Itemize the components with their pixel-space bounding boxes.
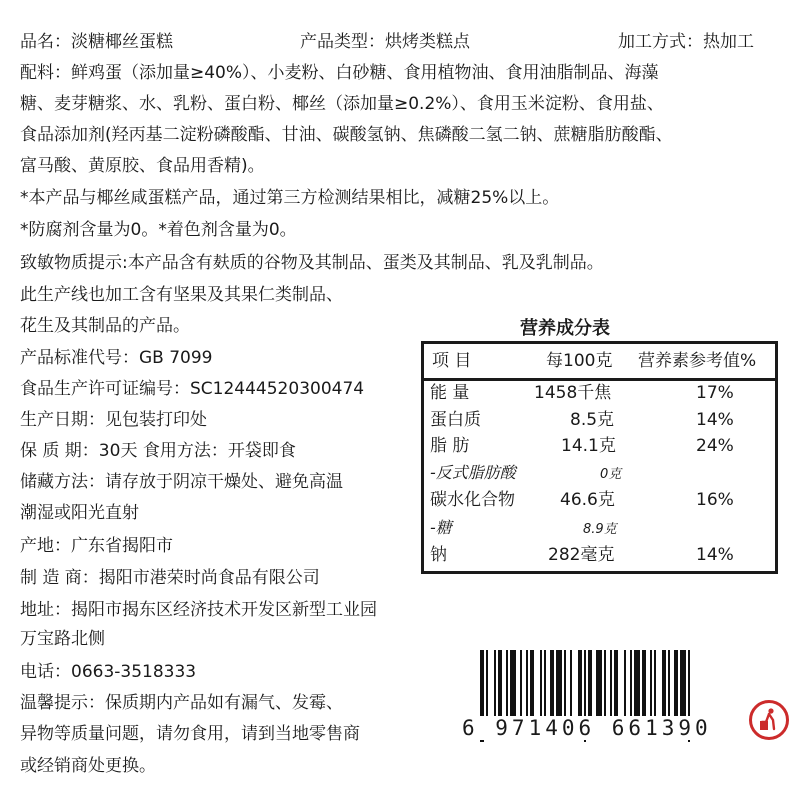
tip-line-2: 异物等质量问题，请勿食用，请到当地零售商 xyxy=(20,724,360,744)
barcode-bar xyxy=(520,650,522,716)
barcode-bar xyxy=(650,650,652,716)
barcode-bar xyxy=(624,650,626,716)
ingredients-line-4: 富马酸、黄原胶、食品用香精)。 xyxy=(20,156,265,176)
barcode-bar xyxy=(498,650,502,716)
barcode-bar xyxy=(526,650,528,716)
address-line-1: 地址：揭阳市揭东区经济技术开发区新型工业园 xyxy=(20,600,377,620)
ingredients-line-3: 食品添加剂(羟丙基二淀粉磷酸酯、甘油、碳酸氢钠、焦磷酸二氢二钠、蔗糖脂肪酸酯、 xyxy=(20,125,673,145)
row-trans-fat-value: 0克 xyxy=(600,467,622,482)
row-carbohydrate-value: 46.6克 xyxy=(560,490,615,510)
barcode-number: 6 971406 661390 xyxy=(462,716,712,740)
storage-line-1: 储藏方法：请存放于阴凉干燥处、避免高温 xyxy=(20,472,343,492)
nutrition-table-title: 营养成分表 xyxy=(520,318,610,339)
nutrition-table xyxy=(421,341,778,574)
ingredients-line-2: 糖、麦芽糖浆、水、乳粉、蛋白粉、椰丝（添加量≥0.2%）、食用玉米淀粉、食用盐、 xyxy=(20,94,664,114)
row-fat-nrv: 24% xyxy=(696,436,734,456)
production-date: 生产日期：见包装打印处 xyxy=(20,410,207,430)
barcode-bar xyxy=(654,650,656,716)
standard-code: 产品标准代号：GB 7099 xyxy=(20,348,213,368)
address-line-2: 万宝路北侧 xyxy=(20,629,105,649)
ingredients-line-1: 配料：鲜鸡蛋（添加量≥40%）、小麦粉、白砂糖、食用植物油、食用油脂制品、海藻 xyxy=(20,63,659,83)
row-protein-value: 8.5克 xyxy=(570,410,615,430)
row-protein-item: 蛋白质 xyxy=(430,410,481,430)
row-sodium-item: 钠 xyxy=(430,545,447,565)
barcode-bar xyxy=(578,650,582,716)
header-item: 项 目 xyxy=(432,351,472,371)
trash-bin-recycle-icon xyxy=(749,700,789,740)
tip-line-1: 温馨提示：保质期内产品如有漏气、发霉、 xyxy=(20,693,343,713)
row-energy-item: 能 量 xyxy=(430,383,470,403)
storage-line-2: 潮湿或阳光直射 xyxy=(20,503,139,523)
barcode-bar xyxy=(494,650,496,716)
tip-line-3: 或经销商处更换。 xyxy=(20,756,156,776)
barcode-bar xyxy=(610,650,612,716)
row-carbohydrate-nrv: 16% xyxy=(696,490,734,510)
barcode-bar xyxy=(634,650,640,716)
row-carbohydrate-item: 碳水化合物 xyxy=(430,490,515,510)
barcode-bar xyxy=(604,650,606,716)
phone: 电话：0663-3518333 xyxy=(20,662,197,682)
manufacturer: 制 造 商：揭阳市港荣时尚食品有限公司 xyxy=(20,568,320,588)
barcode-bar xyxy=(530,650,534,716)
row-protein-nrv: 14% xyxy=(696,410,734,430)
barcode-bar xyxy=(668,650,670,716)
row-energy-value: 1458千焦 xyxy=(534,383,612,403)
header-nrv: 营养素参考值% xyxy=(638,351,757,371)
row-trans-fat-item: -反式脂肪酸 xyxy=(430,463,516,482)
nutrition-table-header xyxy=(424,344,775,381)
product-type: 产品类型：烘烤类糕点 xyxy=(300,32,470,52)
row-sugar-item: -糖 xyxy=(430,518,452,537)
preservative-note: *防腐剂含量为0。*着色剂含量为0。 xyxy=(20,220,297,240)
shelf-life: 保 质 期：30天 食用方法：开袋即食 xyxy=(20,441,296,461)
row-fat-value: 14.1克 xyxy=(561,436,616,456)
barcode-bar xyxy=(510,650,516,716)
license-number: 食品生产许可证编号：SC12444520300474 xyxy=(20,379,365,399)
barcode-bar xyxy=(614,650,618,716)
barcode-bar xyxy=(570,650,572,716)
barcode-bar xyxy=(680,650,686,716)
production-line-note-2: 花生及其制品的产品。 xyxy=(20,316,190,336)
barcode-bar xyxy=(486,650,488,716)
sugar-reduction-note: *本产品与椰丝咸蛋糕产品，通过第三方检测结果相比，减糖25%以上。 xyxy=(20,188,560,208)
row-sodium-nrv: 14% xyxy=(696,545,734,565)
row-sugar-value: 8.9克 xyxy=(583,522,617,537)
product-name: 品名：淡糖椰丝蛋糕 xyxy=(20,32,173,52)
row-fat-item: 脂 肪 xyxy=(430,436,470,456)
production-line-note-1: 此生产线也加工含有坚果及其果仁类制品、 xyxy=(20,285,343,305)
barcode-bar xyxy=(506,650,508,716)
barcode-bar xyxy=(674,650,678,716)
origin: 产地：广东省揭阳市 xyxy=(20,536,173,556)
row-energy-nrv: 17% xyxy=(696,383,734,403)
barcode-bar xyxy=(556,650,562,716)
barcode-bar xyxy=(662,650,666,716)
allergen-info: 致敏物质提示:本产品含有麸质的谷物及其制品、蛋类及其制品、乳及乳制品。 xyxy=(20,253,604,273)
barcode-bar xyxy=(630,650,632,716)
process-method: 加工方式：热加工 xyxy=(618,32,754,52)
barcode-bar xyxy=(642,650,646,716)
barcode-bar xyxy=(596,650,602,716)
header-per-100g: 每100克 xyxy=(546,351,613,371)
barcode-bar xyxy=(550,650,554,716)
barcode-bar xyxy=(540,650,542,716)
row-sodium-value: 282毫克 xyxy=(548,545,615,565)
barcode-bar xyxy=(588,650,592,716)
barcode-bar xyxy=(544,650,546,716)
barcode-bar xyxy=(564,650,566,716)
